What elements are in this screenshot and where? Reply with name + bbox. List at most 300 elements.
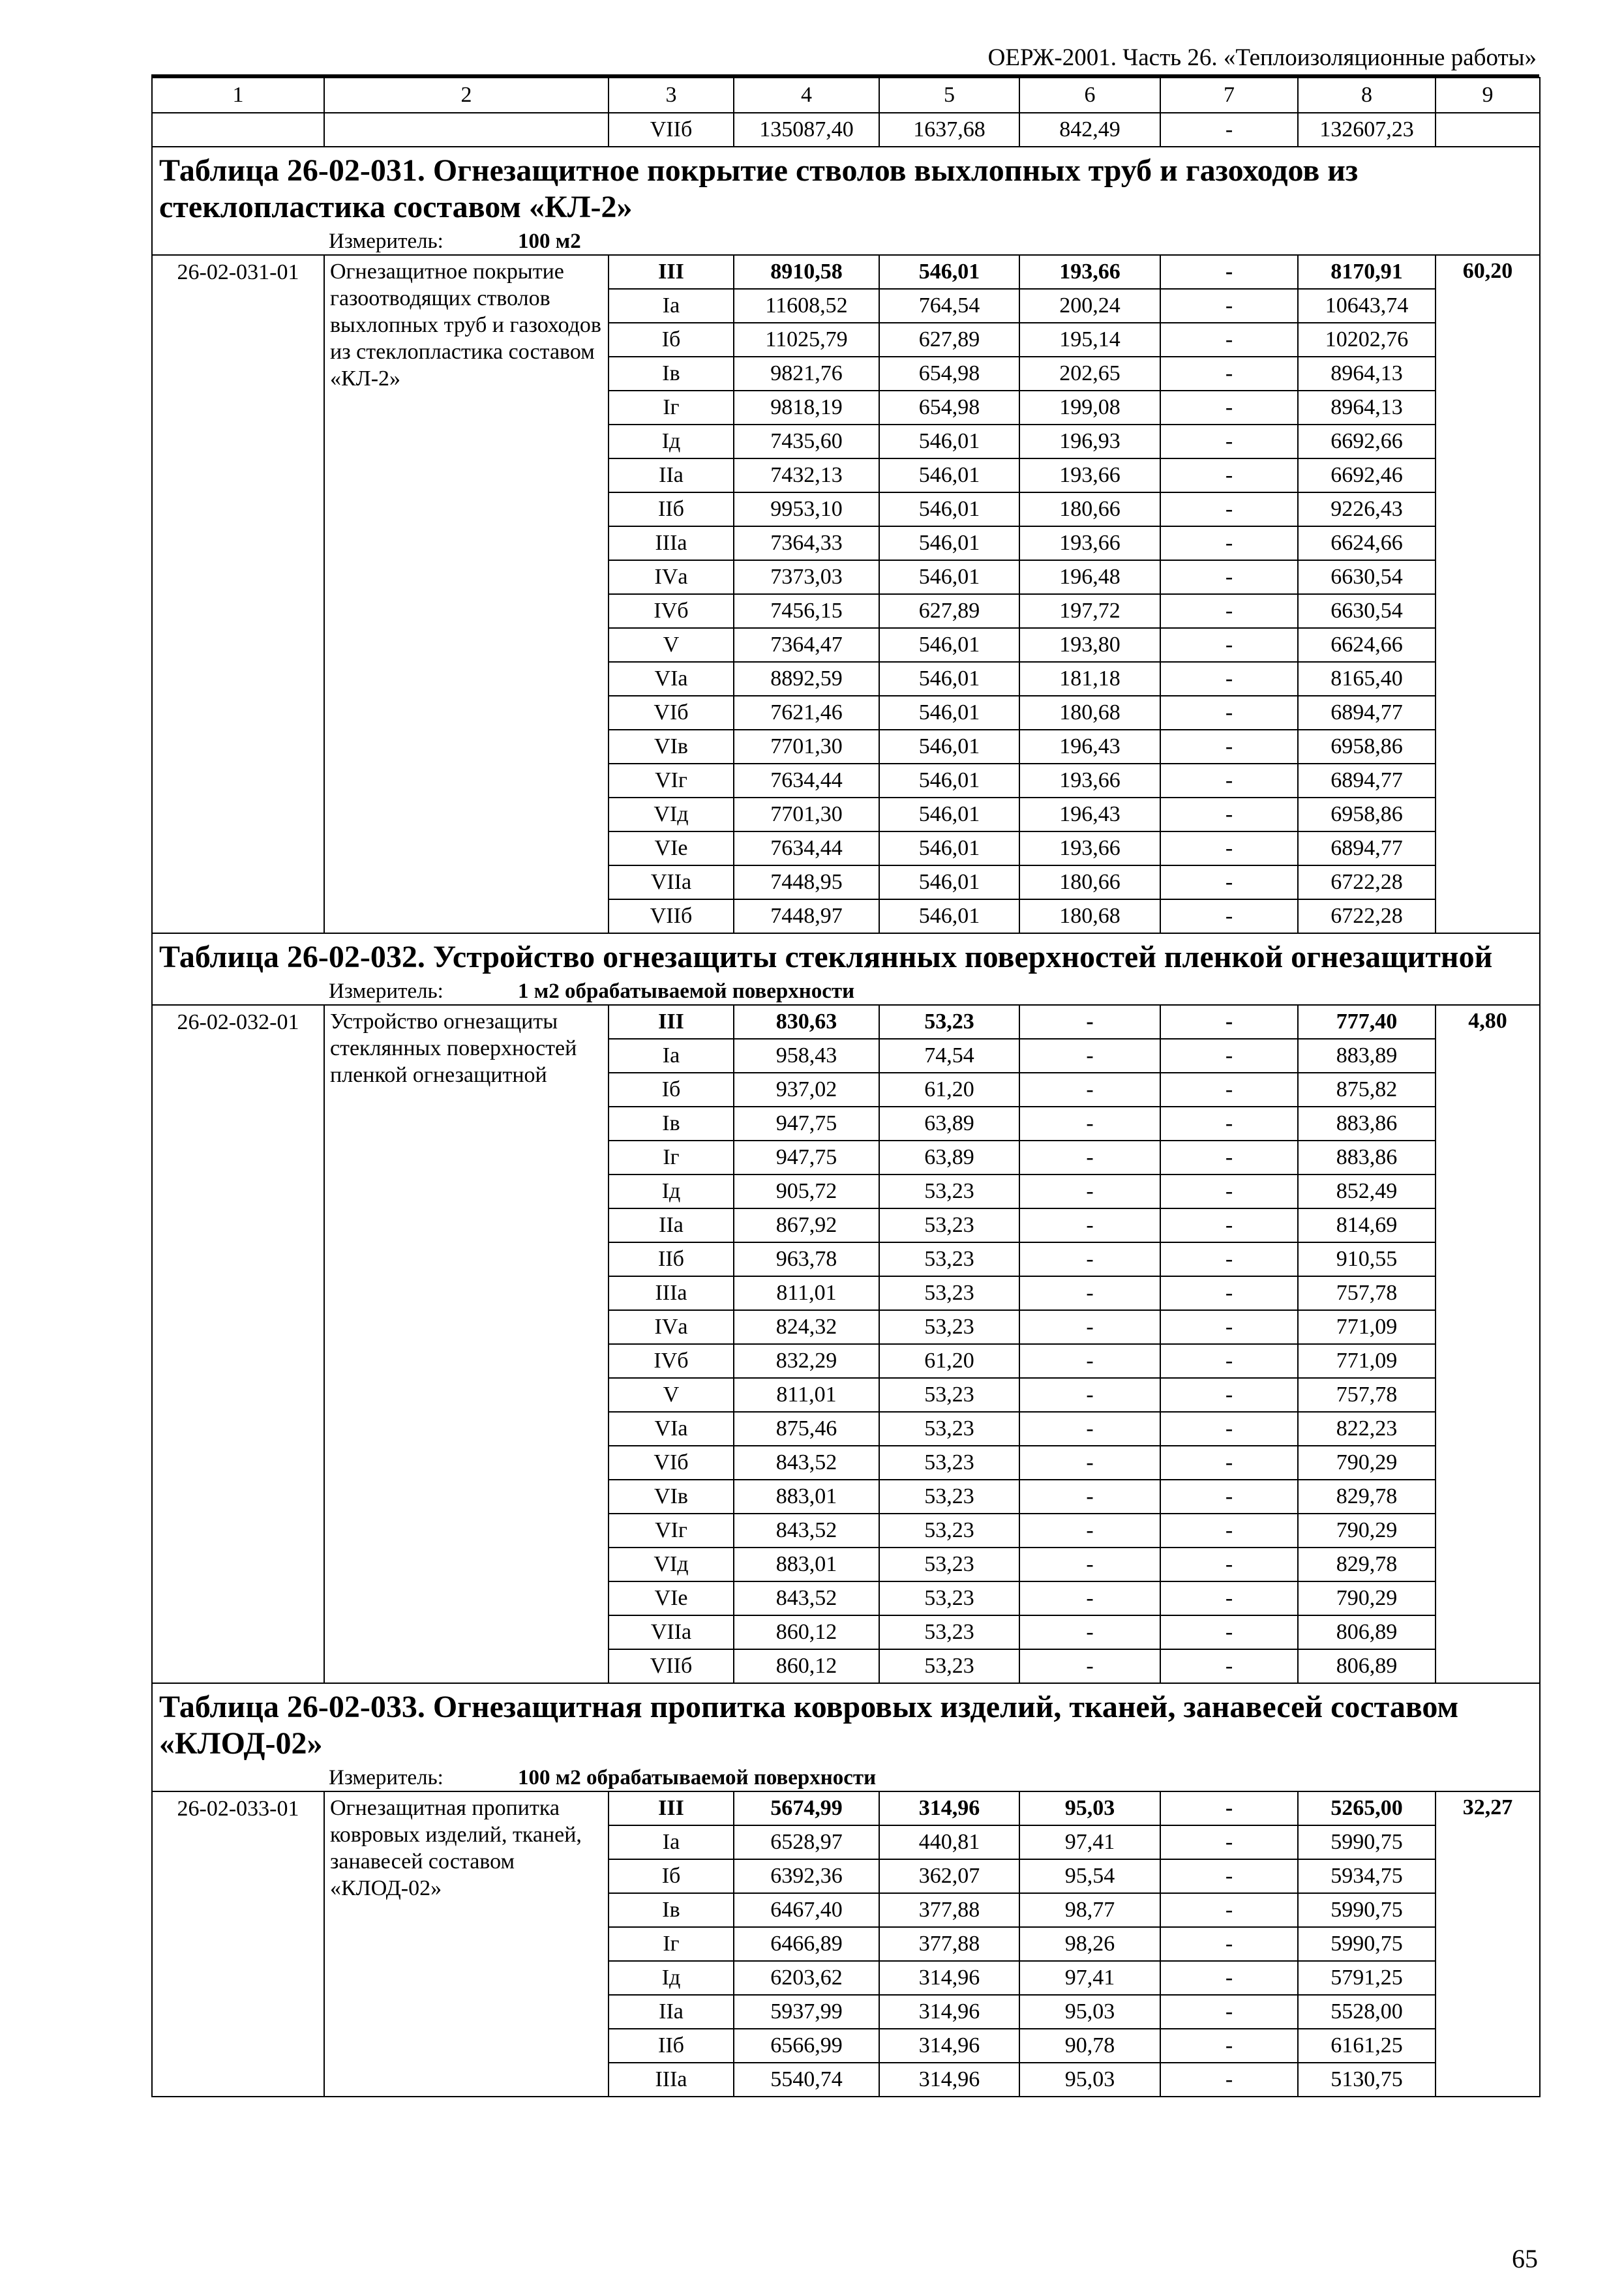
cell-zone: IIа xyxy=(609,1995,734,2029)
cell-value: 10643,74 xyxy=(1298,289,1436,323)
cell-value: 180,66 xyxy=(1019,865,1160,899)
cell-zone: VIб xyxy=(609,696,734,730)
cell-value: 947,75 xyxy=(734,1141,879,1174)
carry-over-row xyxy=(152,113,1540,147)
cell-value: 546,01 xyxy=(879,425,1019,458)
cell-value: - xyxy=(1160,1344,1298,1378)
cell-value: 777,40 xyxy=(1298,1005,1436,1039)
cell-zone: III xyxy=(609,1005,734,1039)
cell-value: 7373,03 xyxy=(734,560,879,594)
cell-description xyxy=(324,113,609,147)
cell-value: 843,52 xyxy=(734,1514,879,1548)
cell-code: 26-02-032-01 xyxy=(152,1005,324,1683)
cell-value: 6894,77 xyxy=(1298,696,1436,730)
cell-zone: Iд xyxy=(609,1961,734,1995)
cell-value: 377,88 xyxy=(879,1893,1019,1927)
cell-value: - xyxy=(1160,113,1298,147)
cell-value: - xyxy=(1019,1378,1160,1412)
cell-value: 377,88 xyxy=(879,1927,1019,1961)
cell-value: 937,02 xyxy=(734,1073,879,1107)
cell-value: 362,07 xyxy=(879,1859,1019,1893)
cell-value: 7456,15 xyxy=(734,594,879,628)
cell-value: 181,18 xyxy=(1019,662,1160,696)
cell-value: 811,01 xyxy=(734,1378,879,1412)
cell-value: 180,66 xyxy=(1019,492,1160,526)
cell-value: 7701,30 xyxy=(734,798,879,831)
cell-description: Устройство огнезащиты стеклянных поверхностей пленкой огнезащитной xyxy=(324,1005,609,1683)
cell-value: 7634,44 xyxy=(734,764,879,798)
cell-value: - xyxy=(1160,1548,1298,1581)
cell-value: 806,89 xyxy=(1298,1649,1436,1683)
cell-value: - xyxy=(1160,1107,1298,1141)
cell-value: 811,01 xyxy=(734,1276,879,1310)
cell-value: - xyxy=(1160,1893,1298,1927)
cell-value: - xyxy=(1160,2063,1298,2097)
cell-coefficient: 60,20 xyxy=(1436,255,1540,933)
cell-value: - xyxy=(1160,1141,1298,1174)
unit-value: 100 м2 xyxy=(518,230,581,253)
column-number: 9 xyxy=(1436,78,1540,113)
cell-value: - xyxy=(1019,1310,1160,1344)
cell-value: 314,96 xyxy=(879,1961,1019,1995)
cell-value: - xyxy=(1019,1073,1160,1107)
cell-value: 314,96 xyxy=(879,1995,1019,2029)
cell-value: - xyxy=(1019,1615,1160,1649)
cell-zone: IIIа xyxy=(609,1276,734,1310)
cell-value: 53,23 xyxy=(879,1005,1019,1039)
cell-value: 53,23 xyxy=(879,1378,1019,1412)
cell-value: 6692,46 xyxy=(1298,458,1436,492)
cell-value: 6894,77 xyxy=(1298,764,1436,798)
cell-value: - xyxy=(1019,1649,1160,1683)
cell-zone: Iг xyxy=(609,1927,734,1961)
cell-value: 314,96 xyxy=(879,2063,1019,2097)
cell-value: 180,68 xyxy=(1019,696,1160,730)
table-section-header xyxy=(152,147,1540,255)
cell-value: 790,29 xyxy=(1298,1514,1436,1548)
cell-zone: IIб xyxy=(609,492,734,526)
cell-value: - xyxy=(1160,1174,1298,1208)
cell-zone: Iб xyxy=(609,323,734,357)
column-number: 1 xyxy=(152,78,324,113)
cell-value: 6958,86 xyxy=(1298,730,1436,764)
cell-value: - xyxy=(1160,594,1298,628)
cell-value: 193,66 xyxy=(1019,764,1160,798)
cell-value: - xyxy=(1160,1073,1298,1107)
cell-value: - xyxy=(1160,1649,1298,1683)
cell-value: - xyxy=(1019,1344,1160,1378)
cell-zone: IVб xyxy=(609,594,734,628)
cell-value: 5674,99 xyxy=(734,1791,879,1825)
cell-value: - xyxy=(1160,662,1298,696)
cell-value: 546,01 xyxy=(879,255,1019,289)
table-title: Таблица 26-02-033. Огнезащитная пропитка ковровых изделий, тканей, занавесей составом «КЛОД-02» xyxy=(159,1690,1459,1761)
cell-description: Огнезащитная пропитка ковровых изделий, тканей, занавесей составом «КЛОД-02» xyxy=(324,1791,609,2097)
cell-code: 26-02-031-01 xyxy=(152,255,324,933)
cell-value: 5130,75 xyxy=(1298,2063,1436,2097)
cell-value: 6161,25 xyxy=(1298,2029,1436,2063)
cell-value: 546,01 xyxy=(879,831,1019,865)
cell-value: - xyxy=(1160,560,1298,594)
page-number: 65 xyxy=(1512,2244,1538,2273)
column-number: 7 xyxy=(1160,78,1298,113)
cell-value: 6203,62 xyxy=(734,1961,879,1995)
cell-zone: VIIб xyxy=(609,899,734,933)
cell-zone: IVа xyxy=(609,560,734,594)
cell-value: - xyxy=(1160,798,1298,831)
cell-value: - xyxy=(1019,1548,1160,1581)
cell-zone: VIа xyxy=(609,662,734,696)
cell-value: - xyxy=(1019,1039,1160,1073)
cell-value: - xyxy=(1160,628,1298,662)
cell-value: 843,52 xyxy=(734,1446,879,1480)
cell-value: - xyxy=(1160,1412,1298,1446)
cell-value: 546,01 xyxy=(879,492,1019,526)
cell-value: 883,01 xyxy=(734,1480,879,1514)
cell-value: 6722,28 xyxy=(1298,899,1436,933)
cell-value: 546,01 xyxy=(879,865,1019,899)
cell-value: 98,26 xyxy=(1019,1927,1160,1961)
cell-value: 90,78 xyxy=(1019,2029,1160,2063)
cell-coefficient xyxy=(1436,113,1540,147)
table-section-header xyxy=(152,933,1540,1005)
cell-value: 9226,43 xyxy=(1298,492,1436,526)
cell-value: 6692,66 xyxy=(1298,425,1436,458)
cell-value: 132607,23 xyxy=(1298,113,1436,147)
cell-value: 546,01 xyxy=(879,662,1019,696)
cell-value: 53,23 xyxy=(879,1310,1019,1344)
table-title: Таблица 26-02-031. Огнезащитное покрытие стволов выхлопных труб и газоходов из стеклопластика составом «КЛ-2» xyxy=(159,153,1359,224)
cell-value: 63,89 xyxy=(879,1107,1019,1141)
cell-zone: IIIа xyxy=(609,2063,734,2097)
cell-value: 875,46 xyxy=(734,1412,879,1446)
cell-value: - xyxy=(1160,1446,1298,1480)
cell-value: 53,23 xyxy=(879,1276,1019,1310)
cell-value: 53,23 xyxy=(879,1208,1019,1242)
cell-value: 53,23 xyxy=(879,1174,1019,1208)
table-row xyxy=(152,1005,1540,1039)
cell-zone: VIд xyxy=(609,1548,734,1581)
cell-value: - xyxy=(1019,1208,1160,1242)
cell-value: 5990,75 xyxy=(1298,1825,1436,1859)
cell-value: - xyxy=(1160,1208,1298,1242)
cell-value: 830,63 xyxy=(734,1005,879,1039)
cell-value: - xyxy=(1160,831,1298,865)
cell-coefficient: 4,80 xyxy=(1436,1005,1540,1683)
cell-value: - xyxy=(1019,1141,1160,1174)
cell-value: 8910,58 xyxy=(734,255,879,289)
cell-value: 193,66 xyxy=(1019,526,1160,560)
cell-value: - xyxy=(1160,1480,1298,1514)
cell-zone: VIг xyxy=(609,764,734,798)
cell-zone: IIа xyxy=(609,458,734,492)
cell-value: 852,49 xyxy=(1298,1174,1436,1208)
cell-zone: VIIа xyxy=(609,1615,734,1649)
cell-value: - xyxy=(1160,289,1298,323)
unit-label: Измеритель: xyxy=(329,230,444,253)
cell-value: 53,23 xyxy=(879,1581,1019,1615)
cell-value: 7364,33 xyxy=(734,526,879,560)
cell-zone: IIб xyxy=(609,2029,734,2063)
cell-value: 546,01 xyxy=(879,798,1019,831)
cell-value: - xyxy=(1160,526,1298,560)
cell-value: 98,77 xyxy=(1019,1893,1160,1927)
cell-value: 6894,77 xyxy=(1298,831,1436,865)
cell-value: 8892,59 xyxy=(734,662,879,696)
cell-value: 790,29 xyxy=(1298,1446,1436,1480)
cell-value: 53,23 xyxy=(879,1412,1019,1446)
cell-value: 6467,40 xyxy=(734,1893,879,1927)
cell-value: 910,55 xyxy=(1298,1242,1436,1276)
cell-value: - xyxy=(1019,1581,1160,1615)
cell-value: 546,01 xyxy=(879,628,1019,662)
cell-value: - xyxy=(1019,1514,1160,1548)
table-row xyxy=(152,1791,1540,1825)
cell-value: 546,01 xyxy=(879,899,1019,933)
cell-value: 883,01 xyxy=(734,1548,879,1581)
cell-value: 843,52 xyxy=(734,1581,879,1615)
section-title-cell xyxy=(152,1683,1540,1791)
unit-line xyxy=(159,1765,1533,1791)
cell-zone: Iв xyxy=(609,1893,734,1927)
cell-value: - xyxy=(1160,425,1298,458)
cell-zone: VIа xyxy=(609,1412,734,1446)
cell-zone: VIд xyxy=(609,798,734,831)
cell-value: 5990,75 xyxy=(1298,1927,1436,1961)
cell-value: 806,89 xyxy=(1298,1615,1436,1649)
cell-value: - xyxy=(1160,391,1298,425)
cell-value: - xyxy=(1160,696,1298,730)
column-number: 5 xyxy=(879,78,1019,113)
cell-value: 654,98 xyxy=(879,357,1019,391)
cell-zone: VIIа xyxy=(609,865,734,899)
cell-value: - xyxy=(1160,1927,1298,1961)
cell-value: 546,01 xyxy=(879,730,1019,764)
cell-value: - xyxy=(1019,1005,1160,1039)
cell-value: 8165,40 xyxy=(1298,662,1436,696)
cell-value: 196,43 xyxy=(1019,798,1160,831)
cell-value: 627,89 xyxy=(879,594,1019,628)
cell-value: - xyxy=(1160,1276,1298,1310)
cell-value: 74,54 xyxy=(879,1039,1019,1073)
column-number: 4 xyxy=(734,78,879,113)
cell-value: - xyxy=(1019,1446,1160,1480)
cell-zone: V xyxy=(609,1378,734,1412)
cell-value: 7448,95 xyxy=(734,865,879,899)
cell-value: 9953,10 xyxy=(734,492,879,526)
cell-zone: Iв xyxy=(609,1107,734,1141)
cell-value: 875,82 xyxy=(1298,1073,1436,1107)
price-table xyxy=(151,77,1541,2097)
column-number: 3 xyxy=(609,78,734,113)
cell-value: 6392,36 xyxy=(734,1859,879,1893)
cell-zone: Iг xyxy=(609,1141,734,1174)
cell-value: 6528,97 xyxy=(734,1825,879,1859)
cell-value: - xyxy=(1160,357,1298,391)
cell-value: - xyxy=(1160,1615,1298,1649)
cell-value: 199,08 xyxy=(1019,391,1160,425)
cell-value: 8964,13 xyxy=(1298,391,1436,425)
cell-value: 135087,40 xyxy=(734,113,879,147)
cell-value: 654,98 xyxy=(879,391,1019,425)
cell-value: 814,69 xyxy=(1298,1208,1436,1242)
cell-value: 6566,99 xyxy=(734,2029,879,2063)
cell-value: 771,09 xyxy=(1298,1310,1436,1344)
cell-zone: Iа xyxy=(609,1039,734,1073)
cell-value: 53,23 xyxy=(879,1615,1019,1649)
cell-value: 9821,76 xyxy=(734,357,879,391)
cell-zone: VIв xyxy=(609,1480,734,1514)
cell-value: - xyxy=(1160,1514,1298,1548)
cell-value: - xyxy=(1160,458,1298,492)
cell-value: - xyxy=(1160,1581,1298,1615)
cell-value: 193,66 xyxy=(1019,458,1160,492)
cell-zone: III xyxy=(609,1791,734,1825)
cell-value: - xyxy=(1160,1378,1298,1412)
cell-value: 1637,68 xyxy=(879,113,1019,147)
cell-value: 7364,47 xyxy=(734,628,879,662)
cell-value: 5990,75 xyxy=(1298,1893,1436,1927)
cell-value: 6466,89 xyxy=(734,1927,879,1961)
column-number: 8 xyxy=(1298,78,1436,113)
cell-value: 6624,66 xyxy=(1298,628,1436,662)
cell-zone: VIIб xyxy=(609,113,734,147)
cell-value: 314,96 xyxy=(879,2029,1019,2063)
cell-zone: IVб xyxy=(609,1344,734,1378)
cell-value: 7432,13 xyxy=(734,458,879,492)
cell-zone: IVа xyxy=(609,1310,734,1344)
cell-zone: V xyxy=(609,628,734,662)
cell-value: - xyxy=(1019,1174,1160,1208)
unit-line xyxy=(159,978,1533,1004)
cell-value: 5937,99 xyxy=(734,1995,879,2029)
cell-zone: IIIа xyxy=(609,526,734,560)
cell-zone: IIб xyxy=(609,1242,734,1276)
cell-value: - xyxy=(1160,865,1298,899)
cell-code xyxy=(152,113,324,147)
cell-value: - xyxy=(1160,1310,1298,1344)
cell-zone: Iд xyxy=(609,1174,734,1208)
cell-value: - xyxy=(1160,323,1298,357)
cell-value: - xyxy=(1160,899,1298,933)
table-title: Таблица 26-02-032. Устройство огнезащиты стеклянных поверхностей пленкой огнезащитной xyxy=(159,940,1493,974)
cell-value: - xyxy=(1160,1859,1298,1893)
cell-value: - xyxy=(1160,1791,1298,1825)
cell-zone: VIе xyxy=(609,1581,734,1615)
cell-value: 10202,76 xyxy=(1298,323,1436,357)
cell-value: 6722,28 xyxy=(1298,865,1436,899)
cell-value: 8964,13 xyxy=(1298,357,1436,391)
cell-description: Огнезащитное покрытие газоотводящих стволов выхлопных труб и газоходов из стеклопластика составом «КЛ-2» xyxy=(324,255,609,933)
cell-value: 53,23 xyxy=(879,1242,1019,1276)
cell-value: - xyxy=(1160,492,1298,526)
cell-zone: VIIб xyxy=(609,1649,734,1683)
cell-value: - xyxy=(1160,1242,1298,1276)
cell-zone: III xyxy=(609,255,734,289)
cell-value: 95,54 xyxy=(1019,1859,1160,1893)
cell-value: 61,20 xyxy=(879,1073,1019,1107)
cell-value: 202,65 xyxy=(1019,357,1160,391)
cell-value: 842,49 xyxy=(1019,113,1160,147)
unit-label: Измеритель: xyxy=(329,1766,444,1789)
cell-value: 11025,79 xyxy=(734,323,879,357)
cell-coefficient: 32,27 xyxy=(1436,1791,1540,2097)
cell-value: 7621,46 xyxy=(734,696,879,730)
cell-value: 824,32 xyxy=(734,1310,879,1344)
cell-value: 95,03 xyxy=(1019,1995,1160,2029)
cell-value: - xyxy=(1019,1276,1160,1310)
cell-value: 11608,52 xyxy=(734,289,879,323)
cell-value: 771,09 xyxy=(1298,1344,1436,1378)
cell-value: 193,66 xyxy=(1019,831,1160,865)
cell-zone: Iд xyxy=(609,425,734,458)
cell-value: 61,20 xyxy=(879,1344,1019,1378)
cell-zone: Iа xyxy=(609,289,734,323)
unit-value: 1 м2 обрабатываемой поверхности xyxy=(518,980,855,1003)
cell-value: - xyxy=(1160,1825,1298,1859)
cell-value: - xyxy=(1019,1107,1160,1141)
cell-value: - xyxy=(1019,1412,1160,1446)
cell-value: 53,23 xyxy=(879,1548,1019,1581)
cell-value: - xyxy=(1160,1039,1298,1073)
cell-value: 7435,60 xyxy=(734,425,879,458)
cell-value: 5934,75 xyxy=(1298,1859,1436,1893)
section-title-cell xyxy=(152,147,1540,255)
cell-value: 53,23 xyxy=(879,1480,1019,1514)
cell-value: - xyxy=(1160,1961,1298,1995)
column-number-row xyxy=(152,78,1540,113)
running-header xyxy=(151,38,1539,77)
cell-value: 546,01 xyxy=(879,764,1019,798)
cell-value: 832,29 xyxy=(734,1344,879,1378)
cell-value: 6624,66 xyxy=(1298,526,1436,560)
cell-value: 53,23 xyxy=(879,1649,1019,1683)
cell-value: 546,01 xyxy=(879,526,1019,560)
section-title-cell xyxy=(152,933,1540,1005)
cell-value: 97,41 xyxy=(1019,1825,1160,1859)
cell-value: 905,72 xyxy=(734,1174,879,1208)
cell-value: - xyxy=(1160,2029,1298,2063)
cell-value: - xyxy=(1160,730,1298,764)
cell-value: 860,12 xyxy=(734,1615,879,1649)
running-header-title: ОЕРЖ-2001. Часть 26. «Теплоизоляционные работы» xyxy=(987,44,1537,71)
cell-zone: VIб xyxy=(609,1446,734,1480)
cell-value: 822,23 xyxy=(1298,1412,1436,1446)
cell-value: 546,01 xyxy=(879,696,1019,730)
cell-zone: Iг xyxy=(609,391,734,425)
cell-value: 53,23 xyxy=(879,1514,1019,1548)
cell-value: - xyxy=(1019,1480,1160,1514)
cell-value: 193,66 xyxy=(1019,255,1160,289)
cell-value: 193,80 xyxy=(1019,628,1160,662)
table-section-header xyxy=(152,1683,1540,1791)
cell-zone: Iв xyxy=(609,357,734,391)
cell-value: 5791,25 xyxy=(1298,1961,1436,1995)
cell-zone: Iб xyxy=(609,1859,734,1893)
cell-value: 883,86 xyxy=(1298,1107,1436,1141)
cell-value: 5265,00 xyxy=(1298,1791,1436,1825)
cell-zone: VIг xyxy=(609,1514,734,1548)
cell-value: 9818,19 xyxy=(734,391,879,425)
column-number: 2 xyxy=(324,78,609,113)
cell-zone: Iб xyxy=(609,1073,734,1107)
unit-label: Измеритель: xyxy=(329,980,444,1003)
cell-value: - xyxy=(1160,1995,1298,2029)
cell-value: 180,68 xyxy=(1019,899,1160,933)
cell-value: 8170,91 xyxy=(1298,255,1436,289)
cell-value: 195,14 xyxy=(1019,323,1160,357)
cell-value: 829,78 xyxy=(1298,1548,1436,1581)
